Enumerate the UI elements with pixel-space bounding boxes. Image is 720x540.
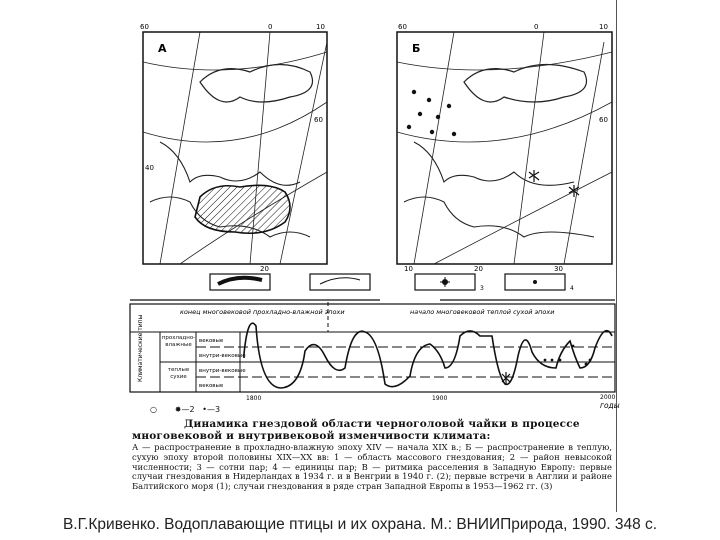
row-label: вековые bbox=[199, 383, 224, 389]
row-label: внутри-вековые bbox=[199, 368, 246, 374]
map-a-tick: 60 bbox=[314, 116, 323, 124]
page-edge-line bbox=[616, 0, 617, 512]
map-b-tick: 60 bbox=[398, 23, 407, 31]
climate-curve bbox=[244, 323, 612, 388]
map-b-tick: 0 bbox=[534, 23, 539, 31]
x-tick: 1900 bbox=[432, 395, 448, 402]
map-a-label: А bbox=[158, 42, 167, 55]
row-group-label: прохладно-влажные bbox=[161, 335, 196, 348]
x-tick: 2000 bbox=[600, 394, 616, 401]
map-b-label: Б bbox=[412, 42, 421, 55]
star-burst-icon: ✸ bbox=[174, 405, 182, 414]
x-unit: годы bbox=[600, 401, 620, 410]
map-a-tick: 10 bbox=[316, 23, 325, 31]
climate-timeline bbox=[120, 296, 620, 410]
row-label: внутри-вековые bbox=[199, 353, 246, 359]
legend-item-3: 3 bbox=[480, 285, 484, 292]
figure-caption-body: А — распространение в прохладно-влажную эпоху XIV — начала XIX в.; Б — распространение в теплую, сухую эпоху второй половины XIX—XX вв: 1 — область массового гнездования; 2 — район невысокой численности; 3 — сотни пар; 4 — единицы пар; В — ритмика расселения в Западную Европу: первые случаи гнездования в Нидерландах в 1934 г. и в Венгрии в 1940 г. (2); первые встречи в Англии и районе Балтийского моря (1); случаи гнездования в ряде стран Западной Европы в 1953—1962 гг. (3) bbox=[132, 442, 612, 492]
epoch-right-label: начало многовековой теплой сухой эпохи bbox=[410, 308, 555, 316]
small-legend: ○ ✸—2 •—3 bbox=[150, 405, 221, 414]
map-b-tick: 10 bbox=[599, 23, 608, 31]
map-b bbox=[394, 22, 616, 272]
x-tick: 1800 bbox=[246, 395, 262, 402]
map-a-tick: 60 bbox=[140, 23, 149, 31]
small-legend-item: 3 bbox=[214, 405, 221, 414]
map-b-tick: 10 bbox=[404, 265, 413, 272]
map-legend bbox=[200, 268, 600, 296]
map-b-tick: 20 bbox=[474, 265, 483, 272]
figure-caption-title: Динамика гнездовой области черноголовой чайки в процессе многовековой и внутривековой изменчивости климата: bbox=[132, 418, 580, 442]
small-legend-item: 2 bbox=[189, 405, 195, 414]
map-b-tick: 30 bbox=[554, 265, 563, 272]
circle-icon: ○ bbox=[150, 405, 157, 414]
row-label: вековые bbox=[199, 338, 224, 344]
map-a bbox=[140, 22, 330, 272]
citation: В.Г.Кривенко. Водоплавающие птицы и их охрана. М.: ВНИИПрирода, 1990. 348 с. bbox=[62, 516, 658, 533]
epoch-left-label: конец многовековой прохладно-влажной эпохи bbox=[180, 308, 345, 316]
axis-title: Климатические типы bbox=[137, 314, 144, 382]
map-b-tick: 60 bbox=[599, 116, 608, 124]
dot-icon: • bbox=[202, 405, 207, 414]
map-a-tick: 20 bbox=[260, 265, 269, 272]
row-group-label: теплые сухие bbox=[167, 367, 190, 380]
map-a-tick: 0 bbox=[268, 23, 273, 31]
map-a-tick: 40 bbox=[145, 164, 154, 172]
legend-item-4: 4 bbox=[570, 285, 574, 292]
